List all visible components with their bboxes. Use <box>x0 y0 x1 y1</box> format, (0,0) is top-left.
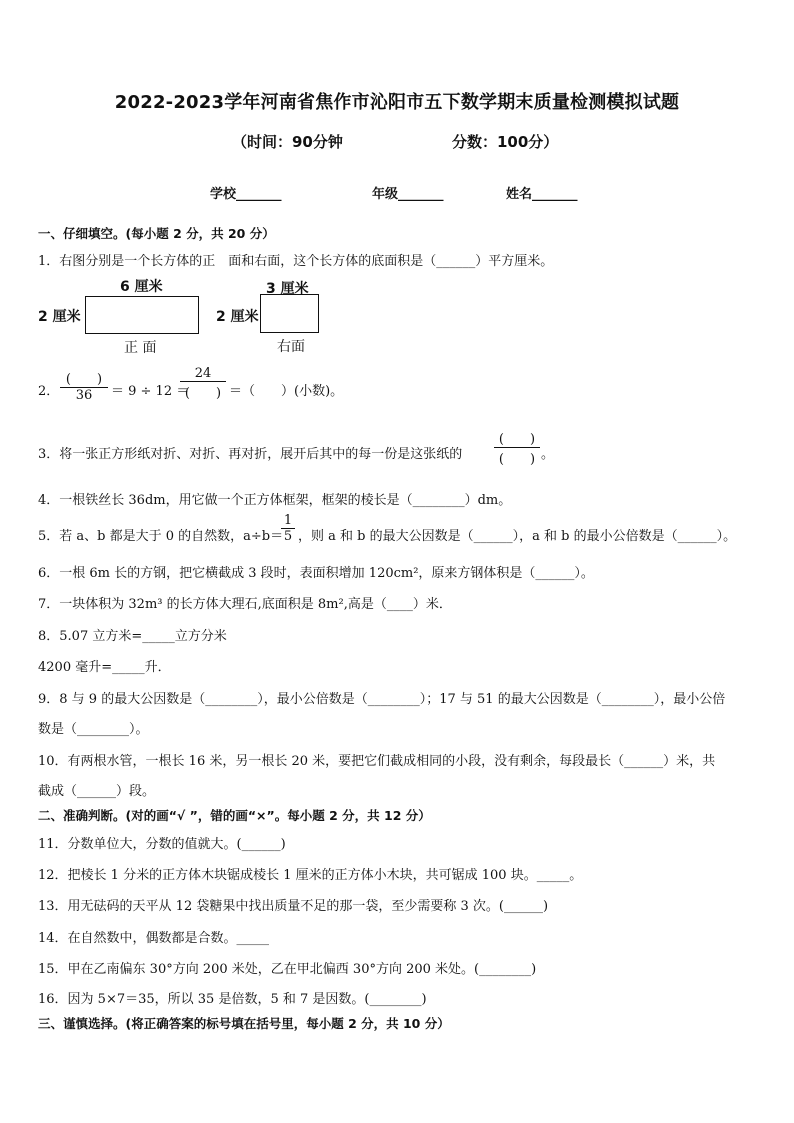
section-3-heading: 三、谨慎选择。(将正确答案的标号填在括号里，每小题 2 分，共 10 分） <box>38 1016 450 1031</box>
fraction-2-denominator[interactable]: ( ) <box>184 386 222 401</box>
fraction-2-numerator: 24 <box>194 366 212 381</box>
question-2-tail: ＝（ ）(小数)。 <box>229 384 344 399</box>
fraction-3-numerator[interactable]: ( ) <box>498 432 536 447</box>
fraction-1-denominator: 36 <box>75 388 93 403</box>
question-11: 11．分数单位大，分数的值就大。(______) <box>38 837 286 852</box>
grade-field[interactable]: 年级_______ <box>372 187 444 202</box>
question-3-fraction <box>494 428 540 467</box>
question-12: 12．把棱长 1 分米的正方体木块锯成棱长 1 厘米的正方体小木块，共可锯成 100 块。_____。 <box>38 868 583 883</box>
question-5-part-a: 5．若 a、b 都是大于 0 的自然数，a÷b＝ <box>38 529 284 544</box>
exam-time: （时间：90分钟 <box>232 133 343 151</box>
question-8-line-2: 4200 毫升=_____升． <box>38 660 171 675</box>
fraction-5-numerator: 1 <box>283 513 293 528</box>
right-face-rect <box>260 294 319 333</box>
question-3: 3．将一张正方形纸对折、对折、再对折，展开后其中的每一份是这张纸的 <box>38 447 463 462</box>
section-1-heading: 一、仔细填空。(每小题 2 分，共 20 分） <box>38 226 275 241</box>
fraction-3-denominator[interactable]: ( ) <box>498 452 536 467</box>
question-2-middle: ＝ 9 ÷ 12 ＝ <box>111 384 190 399</box>
question-3-end: 。 <box>541 447 555 462</box>
question-2-fraction-1 <box>60 368 108 403</box>
front-height-label: 2 厘米 <box>38 309 81 325</box>
right-face-caption: 右面 <box>277 339 305 355</box>
question-8-line-1: 8．5.07 立方米=_____立方分米 <box>38 629 227 644</box>
right-height-label: 2 厘米 <box>216 309 259 325</box>
question-7: 7．一块体积为 32m³ 的长方体大理石,底面积是 8m²,高是（____）米． <box>38 597 452 612</box>
question-13: 13．用无砝码的天平从 12 袋糖果中找出质量不足的那一袋，至少需要称 3 次。(______) <box>38 899 549 914</box>
right-width-label: 3 厘米 <box>266 281 309 297</box>
question-10-line-1: 10．有两根水管，一根长 16 米，另一根长 20 米，要把它们截成相同的小段，没有剩余，每段最长（______）米，共 <box>38 754 716 769</box>
question-5-part-b: ，则 a 和 b 的最大公因数是（______），a 和 b 的最小公倍数是（______）。 <box>298 529 737 544</box>
question-9-line-1: 9．8 与 9 的最大公因数是（________），最小公倍数是（________）；17 与 51 的最大公因数是（________），最小公倍 <box>38 692 726 707</box>
question-4: 4．一根铁丝长 36dm，用它做一个正方体框架，框架的棱长是（________）dm。 <box>38 493 512 508</box>
fraction-1-numerator[interactable]: ( ) <box>65 372 103 387</box>
question-2-prefix: 2． <box>38 384 60 399</box>
question-14: 14．在自然数中，偶数都是合数。_____ <box>38 931 270 946</box>
school-field[interactable]: 学校_______ <box>210 187 282 202</box>
section-2-heading: 二、准确判断。(对的画“√ ”，错的画“×”。每小题 2 分，共 12 分） <box>38 808 431 823</box>
front-width-label: 6 厘米 <box>120 279 163 295</box>
exam-score: 分数：100分） <box>452 133 559 151</box>
question-15: 15．甲在乙南偏东 30°方向 200 米处，乙在甲北偏西 30°方向 200 米处。(________) <box>38 962 537 977</box>
front-face-rect <box>85 296 199 334</box>
question-6: 6．一根 6m 长的方钢，把它横截成 3 段时，表面积增加 120cm²，原来方钢体积是（______）。 <box>38 566 594 581</box>
question-10-line-2: 截成（______）段。 <box>38 784 156 799</box>
question-9-line-2: 数是（________）。 <box>38 722 149 737</box>
question-2-fraction-2 <box>180 366 226 401</box>
name-field[interactable]: 姓名_______ <box>506 187 578 202</box>
question-1: 1．右图分别是一个长方体的正 面和右面，这个长方体的底面积是（______）平方厘米。 <box>38 254 554 269</box>
question-5-fraction <box>281 513 295 544</box>
page-title: 2022-2023学年河南省焦作市沁阳市五下数学期末质量检测模拟试题 <box>114 92 680 113</box>
question-16: 16．因为 5×7＝35，所以 35 是倍数，5 和 7 是因数。(________) <box>38 992 427 1007</box>
fraction-5-denominator: 5 <box>283 529 293 544</box>
front-face-caption: 正 面 <box>124 340 157 356</box>
